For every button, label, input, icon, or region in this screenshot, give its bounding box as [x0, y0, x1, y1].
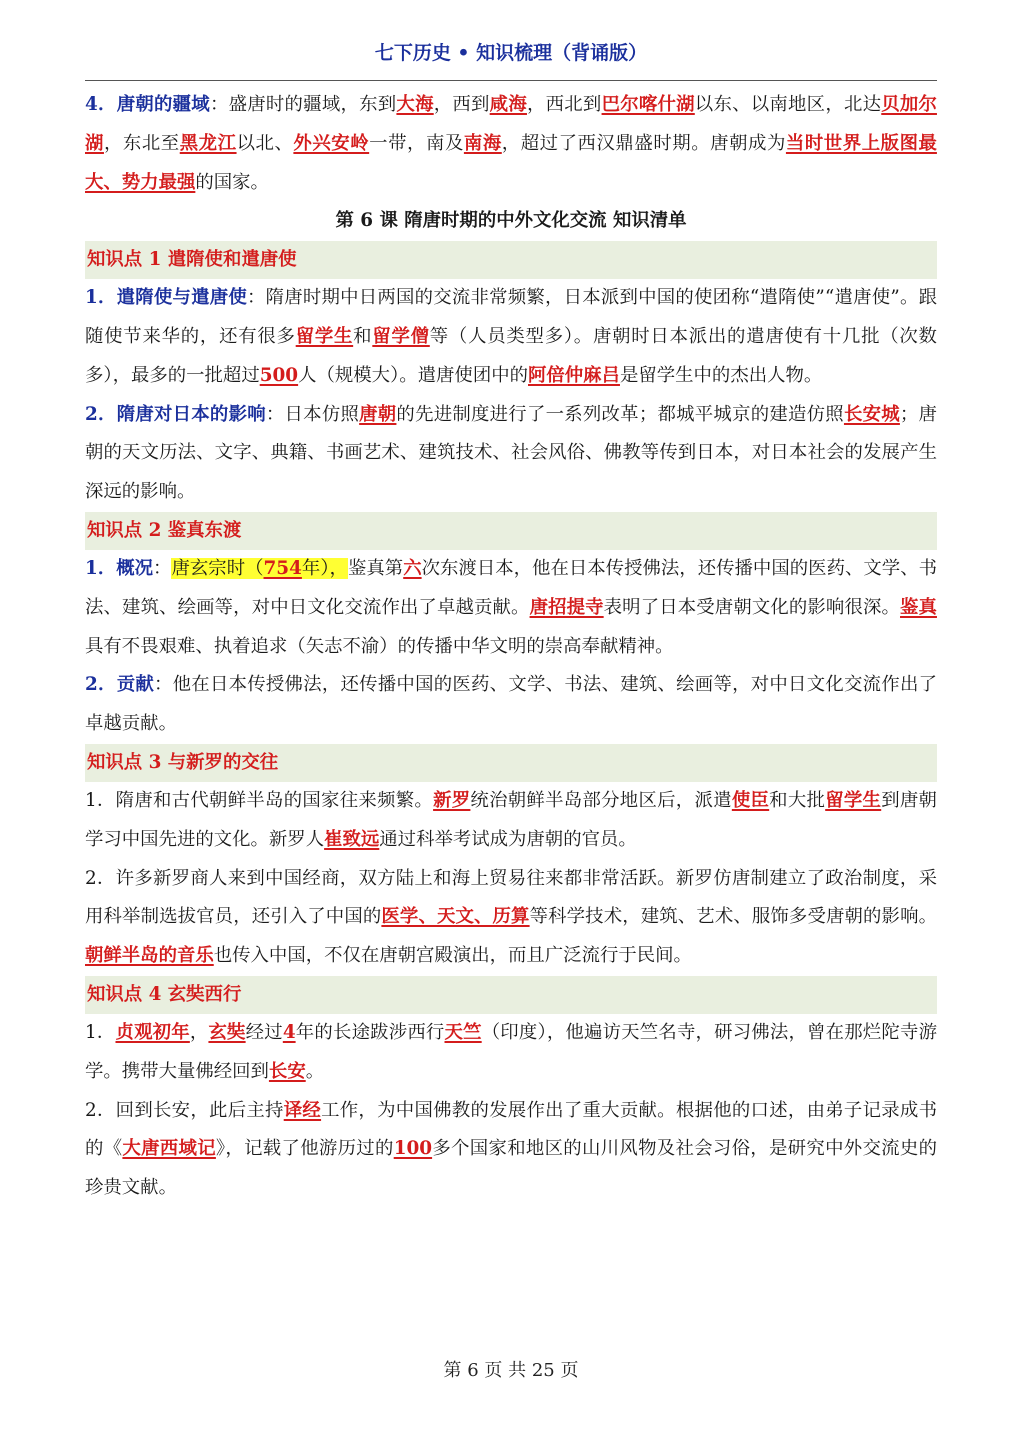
key-term: 巴尔喀什湖: [601, 94, 695, 115]
kp3-paragraph-2: 2．许多新罗商人来到中国经商，双方陆上和海上贸易往来都非常活跃。新罗仿唐制建立了政治制度，采用科举制选拔官员，还引入了中国的医学、天文、历算等科学技术，建筑、艺术、服饰多受唐朝的影响。朝鲜半岛的音乐也传入中国，不仅在唐朝宫殿演出，而且广泛流行于民间。: [85, 867, 937, 967]
key-term: 贝加尔湖: [85, 94, 937, 154]
key-term: 长安: [268, 1060, 306, 1082]
key-term: 使臣: [731, 789, 770, 811]
key-term: 玄奘: [208, 1021, 246, 1043]
key-term: 南海: [463, 132, 502, 154]
kp1-paragraph-1: 1．遣隋使与遣唐使：隋唐时期中日两国的交流非常频繁，日本派到中国的使团称“遣隋使”“遣唐使”。跟随使节来华的，还有很多留学生和留学僧等（人员类型多）。唐朝时日本派出的遣唐使有十几批（次数多），最多的一批超过500人（规模大）。遣唐使团中的阿倍仲麻吕是留学生中的杰出人物。: [85, 287, 937, 386]
key-term: 754: [263, 557, 302, 579]
key-term: 天竺: [444, 1021, 482, 1043]
kp2-paragraph-1: 1．概况：唐玄宗时（754年），鉴真第六次东渡日本，他在日本传授佛法，还传播中国的医药、文学、书法、建筑、绘画等，对中日文化交流作出了卓越贡献。唐招提寺表明了日本受唐朝文化的影响很深。鉴真具有不畏艰难、执着追求（矢志不渝）的传播中华文明的崇高奉献精神。: [85, 557, 937, 657]
key-term: 大海: [396, 94, 434, 115]
paragraph-lead: 2．贡献: [85, 674, 154, 696]
kp1-paragraph-2: 2．隋唐对日本的影响：日本仿照唐朝的先进制度进行了一系列改革；都城平城京的建造仿照长安城；唐朝的天文历法、文字、典籍、书画艺术、建筑技术、社会风俗、佛教等传到日本，对日本社会的发展产生深远的影响。: [85, 403, 937, 503]
paragraph-lead: 1．概况: [85, 557, 154, 579]
lesson-title: 第 6 课 隋唐时期的中外文化交流 知识清单: [335, 210, 687, 232]
knowledge-point-heading: 知识点 1 遣隋使和遣唐使: [85, 241, 937, 279]
page-header-title: 七下历史 • 知识梳理（背诵版）: [374, 42, 648, 64]
knowledge-point-heading: 知识点 4 玄奘西行: [85, 976, 937, 1014]
knowledge-point-heading: 知识点 2 鉴真东渡: [85, 512, 937, 550]
key-term: 新罗: [433, 789, 471, 811]
key-term: 咸海: [489, 94, 527, 115]
key-term: 大唐西域记: [122, 1138, 216, 1160]
key-term: 长安城: [843, 403, 900, 425]
key-term: 100: [393, 1138, 433, 1160]
key-term: 当时世界上版图最大、势力最强: [85, 132, 937, 193]
knowledge-point-heading: 知识点 3 与新罗的交往: [85, 744, 937, 782]
kp4-paragraph-1: 1．贞观初年，玄奘经过4年的长途跋涉西行天竺（印度），他遍访天竺名寺，研习佛法，曾在那烂陀寺游学。携带大量佛经回到长安。: [85, 1021, 937, 1082]
key-term: 贞观初年: [115, 1021, 190, 1043]
key-term: 留学生: [295, 325, 354, 347]
key-term: 黑龙江: [179, 132, 237, 154]
key-term: 朝鲜半岛的音乐: [85, 945, 214, 967]
key-term: 唐朝: [359, 403, 397, 425]
key-term: 译经: [283, 1099, 322, 1121]
key-term: 六: [403, 557, 422, 579]
kp2-paragraph-2: 2．贡献：他在日本传授佛法，还传播中国的医药、文学、书法、建筑、绘画等，对中日文化交流作出了卓越贡献。: [85, 674, 937, 735]
key-term: 崔致远: [324, 828, 380, 850]
key-term: 留学生: [825, 789, 882, 811]
key-term: 留学僧: [372, 325, 430, 347]
paragraph-lead: 1．遣隋使与遣唐使: [85, 287, 248, 309]
header-divider: [85, 80, 937, 81]
kp3-paragraph-1: 1．隋唐和古代朝鲜半岛的国家往来频繁。新罗统治朝鲜半岛部分地区后，派遣使臣和大批留学生到唐朝学习中国先进的文化。新罗人崔致远通过科举考试成为唐朝的官员。: [85, 789, 937, 850]
highlighted-text: 唐玄宗时（754年），: [171, 557, 348, 579]
territory-paragraph: 4．唐朝的疆域：盛唐时的疆域，东到大海，西到咸海，西北到巴尔喀什湖以东、以南地区，北达贝加尔湖，东北至黑龙江以北、外兴安岭一带，南及南海，超过了西汉鼎盛时期。唐朝成为当时世界上版图最大、势力最强的国家。: [85, 94, 937, 193]
kp4-paragraph-2: 2．回到长安，此后主持译经工作，为中国佛教的发展作出了重大贡献。根据他的口述，由弟子记录成书的《大唐西域记》，记载了他游历过的100多个国家和地区的山川风物及社会习俗，是研究中外交流史的珍贵文献。: [85, 1099, 937, 1199]
key-term: 鉴真: [900, 596, 937, 618]
paragraph-lead: 4．唐朝的疆域: [85, 94, 210, 115]
key-term: 唐招提寺: [529, 596, 604, 618]
page-number-footer: 第 6 页 共 25 页: [443, 1360, 579, 1381]
key-term: 4: [282, 1021, 296, 1043]
document-body: [85, 86, 937, 1208]
key-term: 外兴安岭: [293, 132, 370, 154]
key-term: 500: [259, 364, 299, 386]
paragraph-lead: 2．隋唐对日本的影响: [85, 403, 266, 425]
key-term: 医学、天文、历算: [381, 906, 530, 928]
key-term: 阿倍仲麻吕: [528, 364, 620, 386]
